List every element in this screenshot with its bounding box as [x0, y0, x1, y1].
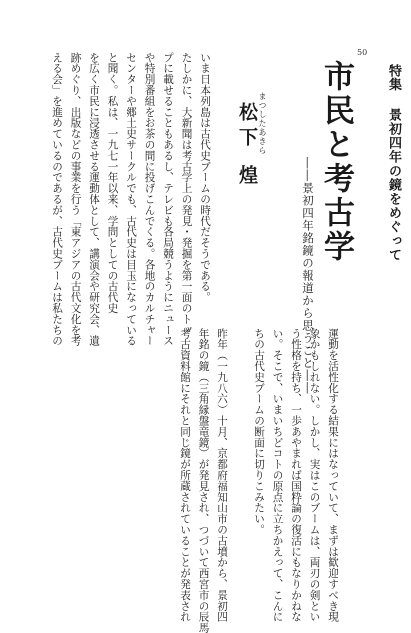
body-line: プに載せることもあるし、テレビも各局競うようにニュース [162, 52, 174, 347]
body-line: と聞く。私は、一九七一年以来、学問としての古代史 [106, 52, 119, 314]
author-name: 松下 煌 [236, 102, 258, 190]
body-line: える会」を進めているのであるが、古代史ブームは私たちの [51, 52, 63, 347]
article-subtitle: ――景初四年銘鏡の報道から思うこと―― [301, 157, 315, 395]
body-line: 昨年（一九八六）十月、京都府福知山市の古墳から、景初四 [216, 328, 228, 623]
body-line: 年銘の鏡（三角縁盤竜鏡）が発見され、つづいて西宮市の辰馬 [197, 328, 210, 633]
page-number: 50 [357, 48, 368, 57]
body-text-lower [66, 328, 342, 633]
body-line: や特別番組をお茶の間に投げこんでくる。各地のカルチャー [143, 52, 156, 347]
body-line: う性格を持ち、一歩あやまれば国粋論の復活にもなりかねな [290, 328, 302, 623]
body-line: たしかに、大新聞は考古学上の発見・発掘を第一面のトッ [180, 52, 193, 336]
body-line: 象かもしれない。しかし、実はこのブームは、両刃の剣とい [308, 328, 321, 623]
special-feature-label: 特集 [386, 64, 401, 91]
body-line: 跡めぐり、出版などの事業を行う「東アジアの古代文化を考 [69, 52, 82, 347]
body-line: いま日本列島は古代史ブームの時代だそうである。 [199, 52, 211, 303]
body-line: い。そこで、いまいちどコトの原点に立ちかえって、こんに [271, 328, 284, 623]
body-line: 考古資料館にそれと同じ鏡が所蔵されていることが発表され [179, 328, 191, 623]
paragraph-gap [231, 328, 250, 586]
article-title: 市民と考古学 [318, 60, 354, 264]
author-name-reading: まつしたあきら [258, 92, 267, 155]
body-line: 運動を活性化する結果にはなっていて、まずは歓迎すべき現 [327, 328, 339, 623]
body-text-upper [51, 52, 214, 347]
body-line: を広く市民に浸透させる運動体として、講演会や研究会、遺 [88, 52, 100, 347]
body-line: センターや郷土史サークルでも、古代史は目玉になっている [125, 52, 137, 347]
body-line: ちの古代史ブームの断面に切りこみたい。 [253, 328, 265, 536]
special-feature-title: 景初四年の鏡をめぐって [386, 108, 401, 262]
